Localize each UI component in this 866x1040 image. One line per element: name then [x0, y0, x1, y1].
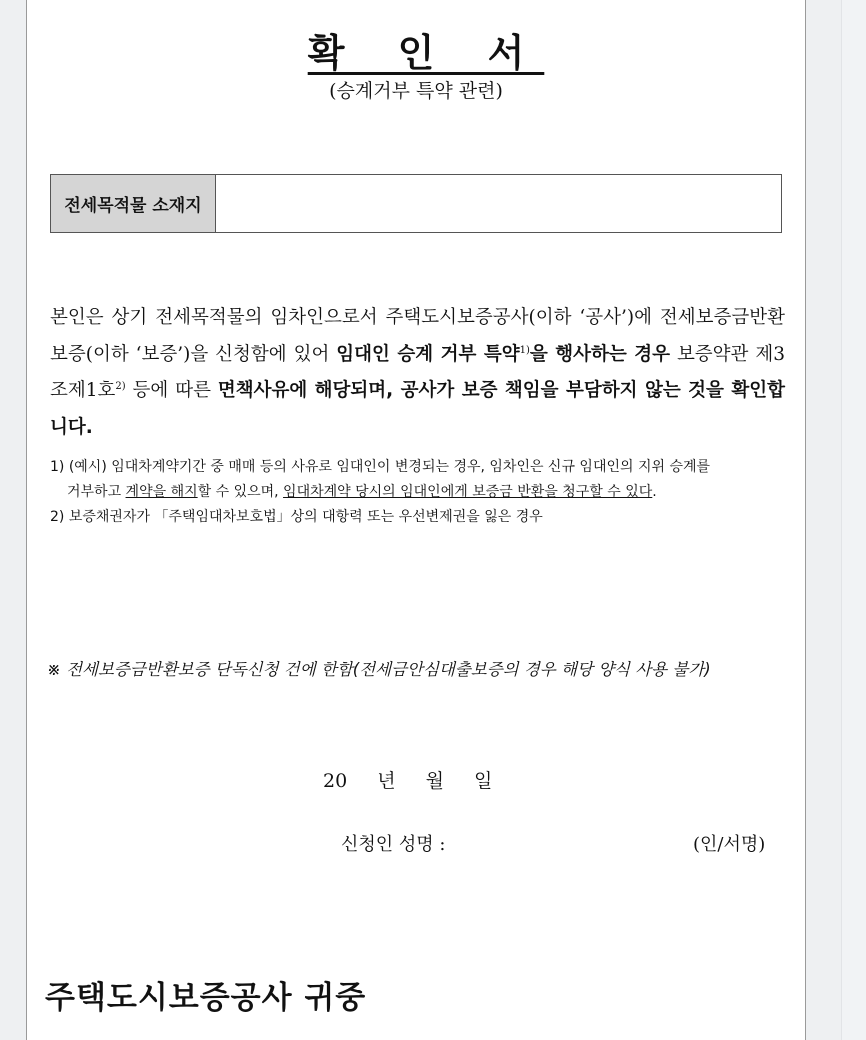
property-address-field: [216, 175, 781, 232]
confirmation-body: [50, 300, 785, 446]
body-bold-1: 임대인 승계 거부 특약: [336, 343, 520, 365]
footnote-2: 2) 보증채권자가 「주택임대차보호법」상의 대항력 또는 우선변제권을 잃은 경우: [50, 509, 543, 525]
footnote-1-line-1: 1) (예시) 임대차계약기간 중 매매 등의 사유로 임대인이 변경되는 경우, 임차인은 신규 임대인의 지위 승계를: [50, 459, 711, 475]
body-text-3: 등에 따른: [125, 380, 218, 401]
applicant-signature-label: 신청인 성명 :: [341, 834, 446, 855]
property-address-label: 전세목적물 소재지: [51, 175, 216, 232]
document-subtitle: (승계거부 특약 관련): [329, 80, 503, 102]
footnotes: [50, 455, 790, 530]
footnote-1-period: .: [652, 484, 657, 500]
footnote-ref-1: 1): [519, 344, 530, 356]
scope-note: ※ 전세보증금반환보증 단독신청 건에 한함(전세금안심대출보증의 경우 해당 양식 사용 불가): [47, 660, 711, 679]
property-address-table: [50, 174, 782, 233]
document-title: 확 인 서: [307, 30, 545, 75]
body-bold-2: 을 행사하는 경우: [529, 343, 670, 365]
body-text-1: 본인은 상기 전세목적물의 임차인으로서 주택도시보증공사(이하 ‘공사’)에 전세보증금반환보증(이하 ‘보증’)을 신청함에 있어: [50, 307, 785, 365]
footnote-1-continued: [50, 480, 790, 505]
document-page: [26, 0, 806, 1040]
footnote-ref-2: 2): [115, 380, 126, 392]
scrollbar[interactable]: [841, 0, 866, 1040]
footnote-1-text-2: 할 수 있으며,: [197, 484, 284, 500]
body-text-2: 보증약관 제3조제1호: [50, 343, 786, 401]
body-bold-3: 면책사유에 해당되며, 공사가 보증 책임을 부담하지 않는 것을 확인합니다.: [50, 380, 785, 438]
footnote-1-underline-2: 임대차계약 당시의 임대인에게 보증금 반환을 청구할 수 있다: [283, 484, 653, 500]
seal-signature-mark: (인/서명): [693, 834, 766, 855]
footnote-1-underline-1: 계약을 해지: [125, 484, 198, 500]
recipient: 주택도시보증공사 귀중: [45, 980, 367, 1016]
footnote-1: [50, 455, 790, 480]
footnote-1-text: 거부하고: [67, 484, 126, 500]
date-line: 20 년 월 일: [323, 770, 493, 792]
